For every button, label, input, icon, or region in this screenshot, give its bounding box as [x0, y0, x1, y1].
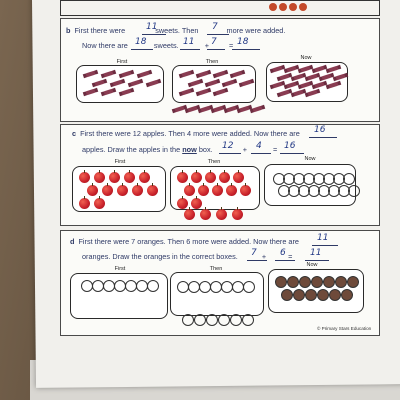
sweet-icon [239, 105, 251, 112]
handwritten-answer: 18 [237, 37, 249, 47]
first-box [70, 273, 168, 319]
orange-drawing-icon [281, 289, 293, 301]
box-label-now: Now [300, 55, 312, 61]
orange-drawing-icon [242, 314, 254, 326]
question-c-line2: apples. Draw the apples in the now box. + = [82, 145, 278, 154]
orange-drawing-icon [194, 314, 206, 326]
answer-blank[interactable] [232, 49, 260, 50]
apple-icon [200, 209, 211, 220]
question-b-line2: Now there are sweets. + = [82, 41, 234, 50]
apple-icon [226, 185, 237, 196]
handwritten-answer: 11 [146, 22, 158, 32]
answer-blank[interactable] [180, 49, 200, 50]
answer-blank[interactable] [309, 137, 337, 138]
apple-icon [216, 209, 227, 220]
sweet-icon [85, 88, 97, 95]
orange-drawing-icon [287, 276, 299, 288]
sweet-icon [174, 105, 186, 112]
orange-drawing-icon [218, 314, 230, 326]
apple-icon [79, 172, 90, 183]
apple-icon [109, 172, 120, 183]
sweet-icon [213, 105, 225, 112]
orange-drawing-icon [293, 289, 305, 301]
orange-drawing-icon [206, 314, 218, 326]
handwritten-answer: 18 [135, 37, 147, 47]
handwritten-answer: 12 [222, 141, 234, 151]
answer-blank[interactable] [305, 260, 329, 261]
apple-drawing-icon [343, 173, 355, 185]
then-box [170, 272, 264, 316]
sweet-icon [112, 79, 124, 86]
apple-icon [177, 198, 188, 209]
fruit-icon [279, 3, 287, 11]
sweet-icon [103, 70, 115, 77]
sweet-icon [198, 88, 210, 95]
apple-icon [94, 198, 105, 209]
sweet-icon [279, 89, 291, 96]
question-b-line1: b First there were sweets. Then more were added. [66, 26, 286, 35]
handwritten-answer: 11 [183, 37, 195, 47]
now-box [266, 62, 348, 102]
sweet-icon [181, 70, 193, 77]
box-label-first: First [116, 59, 128, 65]
apple-icon [79, 198, 90, 209]
sweet-icon [121, 70, 133, 77]
apple-icon [184, 185, 195, 196]
answer-blank[interactable] [219, 153, 241, 154]
orange-drawing-icon [243, 281, 255, 293]
orange-drawing-icon [305, 289, 317, 301]
handwritten-answer: 6 [280, 248, 286, 258]
handwritten-answer: 11 [317, 233, 329, 243]
now-box [268, 269, 364, 313]
sweet-icon [307, 89, 319, 96]
sweet-icon [200, 105, 212, 112]
sweet-icon [335, 73, 347, 80]
apple-icon [205, 172, 216, 183]
orange-drawing-icon [311, 276, 323, 288]
question-d-line2: oranges. Draw the oranges in the correct boxes. + = [82, 252, 293, 261]
box-label-then: Then [209, 266, 223, 272]
then-box [170, 166, 260, 210]
sweet-icon [300, 81, 312, 88]
fruit-icon [299, 3, 307, 11]
apple-icon [139, 172, 150, 183]
sweet-icon [215, 70, 227, 77]
apple-icon [232, 209, 243, 220]
sweet-icon [189, 79, 201, 86]
sweet-icon [321, 73, 333, 80]
orange-drawing-icon [147, 280, 159, 292]
sweet-icon [252, 105, 264, 112]
first-box [72, 166, 166, 212]
handwritten-answer: 7 [212, 22, 218, 32]
answer-blank[interactable] [312, 245, 338, 246]
answer-blank[interactable] [251, 153, 271, 154]
box-label-first: First [114, 266, 126, 272]
sweet-icon [293, 89, 305, 96]
previous-question-strip [60, 0, 380, 16]
orange-drawing-icon [230, 314, 242, 326]
apple-icon [184, 209, 195, 220]
orange-drawing-icon [299, 276, 311, 288]
sweet-icon [139, 70, 151, 77]
fruit-icon [269, 3, 277, 11]
handwritten-answer: 11 [310, 248, 322, 258]
handwritten-answer: 7 [211, 37, 217, 47]
answer-blank[interactable] [142, 34, 166, 35]
sweet-icon [328, 81, 340, 88]
apple-icon [198, 185, 209, 196]
footer-credit: © Primary Stars Education [317, 326, 372, 331]
answer-blank[interactable] [247, 260, 267, 261]
sweet-icon [279, 73, 291, 80]
orange-drawing-icon [323, 276, 335, 288]
orange-drawing-icon [275, 276, 287, 288]
box-label-then: Then [207, 159, 221, 165]
sweet-icon [148, 79, 160, 86]
answer-blank[interactable] [207, 34, 229, 35]
handwritten-answer: 16 [314, 125, 326, 135]
sweet-icon [94, 79, 106, 86]
apple-icon [212, 185, 223, 196]
apple-icon [132, 185, 143, 196]
box-label-now: Now [306, 262, 318, 268]
orange-drawing-icon [347, 276, 359, 288]
added-apples-row [182, 209, 252, 221]
sweet-icon [286, 81, 298, 88]
sweet-icon [85, 70, 97, 77]
sweet-icon [130, 79, 142, 86]
answer-blank[interactable] [275, 260, 295, 261]
orange-drawing-icon [341, 289, 353, 301]
added-sweets-row [172, 104, 268, 116]
apple-icon [233, 172, 244, 183]
question-d-line1: d First there were 7 oranges. Then 6 more were added. Now there are [70, 237, 299, 246]
sweet-icon [226, 105, 238, 112]
apple-icon [102, 185, 113, 196]
fruit-icon [289, 3, 297, 11]
sweet-icon [206, 79, 218, 86]
sweet-icon [232, 70, 244, 77]
apple-icon [124, 172, 135, 183]
sweet-icon [314, 65, 326, 72]
orange-drawing-icon [329, 289, 341, 301]
now-box [264, 164, 356, 206]
box-label-first: First [114, 159, 126, 165]
orange-drawing-icon [182, 314, 194, 326]
answer-blank[interactable] [280, 153, 304, 154]
answer-blank[interactable] [207, 49, 225, 50]
sweet-icon [181, 88, 193, 95]
first-box [76, 65, 164, 103]
sweet-icon [198, 70, 210, 77]
sweet-icon [272, 65, 284, 72]
apple-icon [147, 185, 158, 196]
apple-drawing-icon [348, 185, 360, 197]
apple-icon [191, 198, 202, 209]
apple-icon [94, 172, 105, 183]
apple-icon [87, 185, 98, 196]
apple-icon [240, 185, 251, 196]
apple-icon [191, 172, 202, 183]
question-c-line1: c First there were 12 apples. Then 4 more were added. Now there are [72, 129, 300, 138]
sweet-icon [121, 88, 133, 95]
apple-icon [219, 172, 230, 183]
box-label-then: Then [205, 59, 219, 65]
orange-drawing-icon [335, 276, 347, 288]
orange-drawing-icon [317, 289, 329, 301]
sweet-icon [272, 81, 284, 88]
sweet-icon [223, 79, 235, 86]
handwritten-answer: 7 [251, 248, 257, 258]
answer-blank[interactable] [131, 49, 153, 50]
handwritten-answer: 4 [256, 141, 262, 151]
sweet-icon [293, 73, 305, 80]
sweet-icon [187, 105, 199, 112]
sweet-icon [286, 65, 298, 72]
sweet-icon [103, 88, 115, 95]
apple-icon [177, 172, 188, 183]
sweet-icon [328, 65, 340, 72]
sweet-icon [240, 79, 252, 86]
handwritten-answer: 16 [284, 141, 296, 151]
apple-icon [117, 185, 128, 196]
sweet-icon [307, 73, 319, 80]
sweet-icon [215, 88, 227, 95]
sweet-icon [300, 65, 312, 72]
sweet-icon [314, 81, 326, 88]
then-box [172, 65, 256, 103]
box-label-now: Now [304, 156, 316, 162]
added-oranges-row [178, 314, 258, 326]
